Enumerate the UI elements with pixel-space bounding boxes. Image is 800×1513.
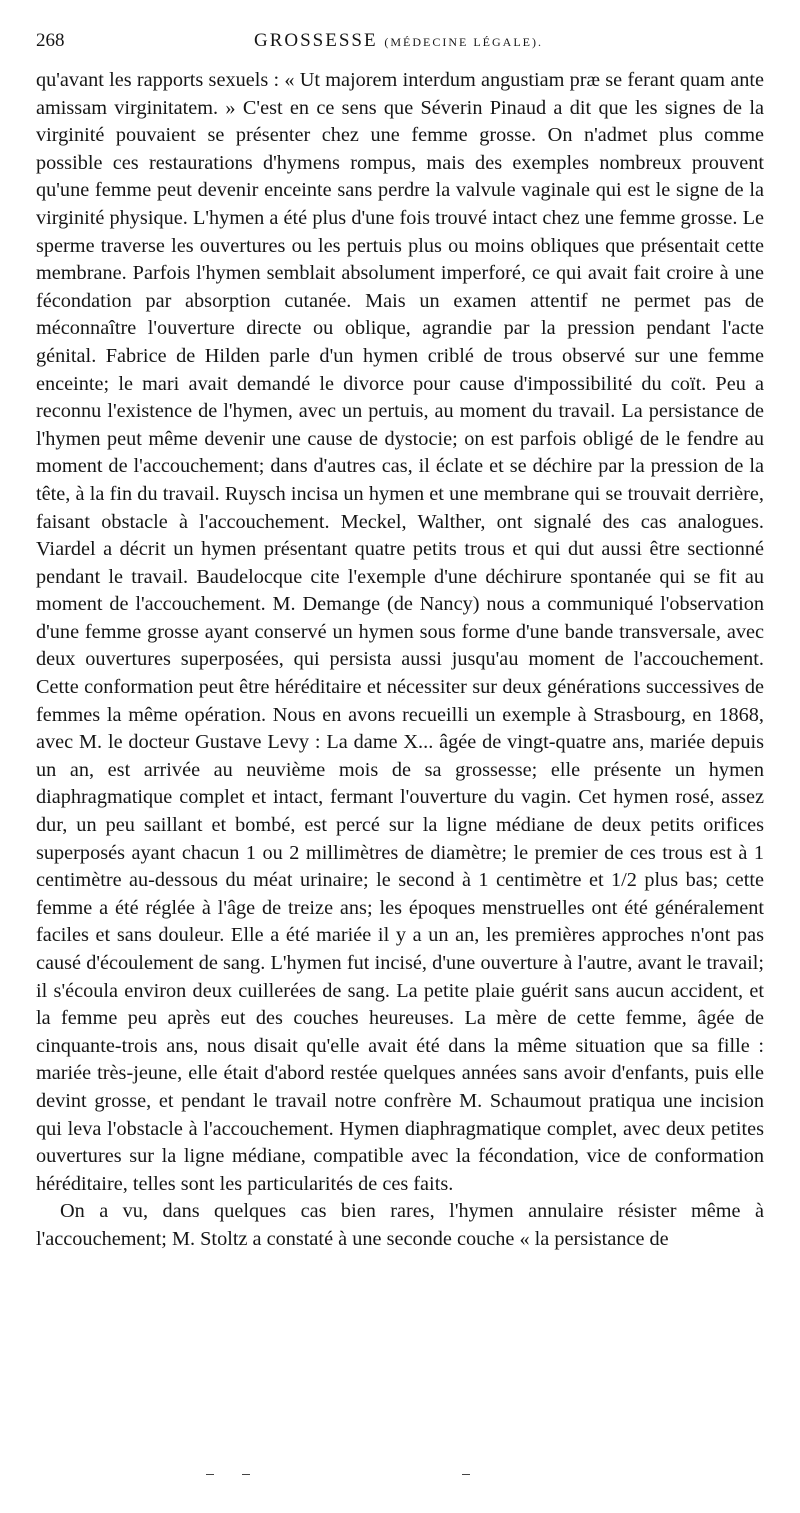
running-title-subtitle: (MÉDECINE LÉGALE). <box>384 35 543 49</box>
paragraph: qu'avant les rapports sexuels : « Ut majorem interdum angustiam præ se ferant quam ante amissam virginitatem. » C'est en ce sens que Séverin Pinaud a dit que les signes de la virginité pouvaient se présenter chez une femme grosse. On n'admet plus comme possible ces restaurations d'hymens rompus, mais des exemples nombreux prouvent qu'une femme peut devenir enceinte sans perdre la valvule vaginale qui est le signe de la virginité physique. L'hymen a été plus d'une fois trouvé intact chez une femme grosse. Le sperme traverse les ouvertures ou les pertuis plus ou moins obliques que présentait cette membrane. Parfois l'hymen semblait absolument imperforé, ce qui avait fait croire à une fécondation par absorption cutanée. Mais un examen attentif ne permet pas de méconnaître l'ouverture directe ou oblique, agrandie par la pression pendant l'acte génital. Fabrice de Hilden parle d'un hymen criblé de trous observé sur une femme enceinte; le mari avait demandé le divorce pour cause d'impossibilité du coït. Peu a reconnu l'existence de l'hymen, avec un pertuis, au moment du travail. La persistance de l'hymen peut même devenir une cause de dystocie; on est parfois obligé de le fendre au moment de l'accouchement; dans d'autres cas, il éclate et se déchire par la pression de la tête, à la fin du travail. Ruysch incisa un hymen et une membrane qui se trouvait derrière, faisant obstacle à l'accouchement. Meckel, Walther, ont signalé des cas analogues. Viardel a décrit un hymen présentant quatre petits trous et qui dut aussi être sectionné pendant le travail. Baudelocque cite l'exemple d'une déchirure spontanée qui se fit au moment de l'accouchement. M. Demange (de Nancy) nous a communiqué l'observation d'une femme grosse ayant conservé un hymen sous forme d'une bande transversale, avec deux ouvertures superposées, qui persista aussi jusqu'au moment de l'accouchement. Cette conformation peut être héréditaire et nécessiter sur deux générations successives de femmes la même opération. Nous en avons recueilli un exemple à Strasbourg, en 1868, avec M. le docteur Gustave Levy : La dame X... âgée de vingt-quatre ans, mariée depuis un an, est arrivée au neuvième mois de sa grossesse; elle présente un hymen diaphragmatique complet et intact, fermant l'ouverture du vagin. Cet hymen rosé, assez dur, un peu saillant et bombé, est percé sur la ligne médiane de deux petits orifices superposés ayant chacun 1 ou 2 millimètres de diamètre; le premier de ces trous est à 1 centimètre au-dessous du méat urinaire; le second à 1 centimètre et 1/2 plus bas; cette femme a été réglée à l'âge de treize ans; les époques menstruelles ont été généralement faciles et sans douleur. Elle a été mariée il y a un an, les premières approches n'ont pas causé d'écoulement de sang. L'hymen fut incisé, d'une ouverture à l'autre, avant le travail; il s'écoula environ deux cuillerées de sang. La petite plaie guérit sans aucun accident, et la femme peu après eut des couches heureuses. La mère de cette femme, âgée de cinquante-trois ans, nous disait qu'elle avait été dans la même situation que sa fille : mariée très-jeune, elle était d'abord restée quelques années sans avoir d'enfants, puis elle devint grosse, et pendant le travail notre confrère M. Schaumout pratiqua une incision qui leva l'obstacle à l'accouchement. Hymen diaphragmatique complet, avec deux petites ouvertures sur la ligne médiane, compatible avec la fécondation, vice de conformation héréditaire, telles sont les particularités de ces faits. <box>36 69 764 1195</box>
printer-marks <box>0 1464 800 1484</box>
printer-mark <box>242 1474 250 1475</box>
printer-mark <box>462 1474 470 1475</box>
body-text <box>36 67 764 1254</box>
running-head <box>36 30 764 56</box>
paragraph: On a vu, dans quelques cas bien rares, l'hymen annulaire résister même à l'accouchement; M. Stoltz a constaté à une seconde couche « la persistance de <box>36 1200 764 1250</box>
running-title-main: GROSSESSE <box>254 30 378 51</box>
page-number: 268 <box>36 30 65 51</box>
running-title <box>254 30 543 52</box>
printer-mark <box>206 1474 214 1475</box>
